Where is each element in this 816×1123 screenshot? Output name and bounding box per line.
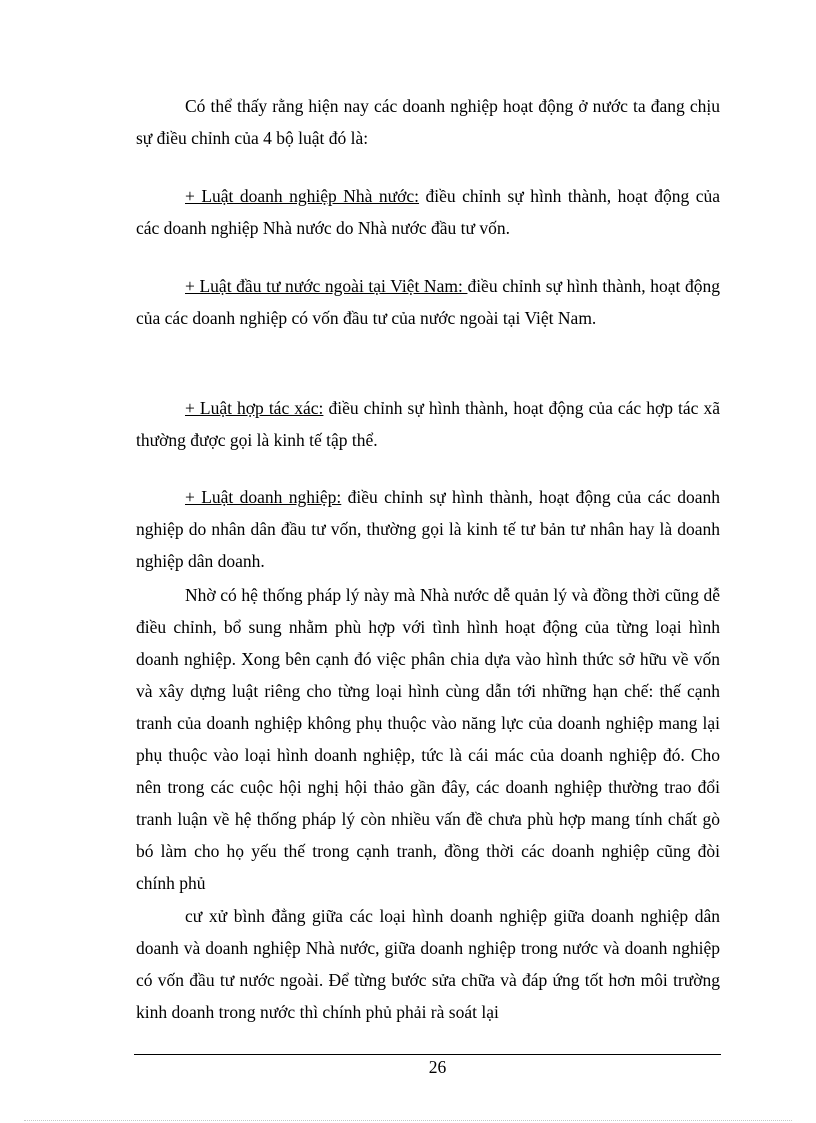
law-item-enterprise <box>136 481 720 577</box>
page-number: 26 <box>428 1057 447 1077</box>
law-title: + Luật đầu tư nước ngoài tại Việt Nam: <box>185 276 468 296</box>
page-edge-divider <box>24 1120 792 1121</box>
continued-paragraph: cư xử bình đẳng giữa các loại hình doanh nghiệp giữa doanh nghiệp dân doanh và doanh nghiệp Nhà nước, giữa doanh nghiệp trong nước và doanh nghiệp có vốn đầu tư nước ngoài. Để từng bước sửa chữa và đáp ứng tốt hơn môi trường kinh doanh trong nước thì chính phủ phải rà soát lại <box>136 906 720 1022</box>
law-title: + Luật hợp tác xác: <box>185 398 324 418</box>
law-item-foreign-investment <box>136 270 720 334</box>
law-description: điều chỉnh sự hình thành, hoạt động của các doanh nghiệp có vốn đầu tư của nước ngoài tại Việt Nam. <box>136 276 720 328</box>
law-item-state-enterprise <box>136 180 720 244</box>
main-paragraph: Nhờ có hệ thống pháp lý này mà Nhà nước dễ quản lý và đồng thời cũng dễ điều chỉnh, bổ sung nhằm phù hợp với tình hình hoạt động của từng loại hình doanh nghiệp. Xong bên cạnh đó việc phân chia dựa vào hình thức sở hữu về vốn và xây dựng luật riêng cho từng loại hình cùng dẫn tới những hạn chế: thế cạnh tranh của doanh nghiệp không phụ thuộc vào năng lực của doanh nghiệp mang lại phụ thuộc vào loại hình doanh nghiệp, tức là cái mác của doanh nghiệp đó. Cho nên trong các cuộc hội nghị hội thảo gần đây, các doanh nghiệp thường trao đổi tranh luận về hệ thống pháp lý còn nhiều vấn đề chưa phù hợp mang tính chất gò bó làm cho họ yếu thế trong cạnh tranh, đồng thời các doanh nghiệp cũng đòi chính phủ <box>136 585 720 893</box>
law-item-cooperative <box>136 392 720 456</box>
intro-paragraph: Có thể thấy rằng hiện nay các doanh nghiệp hoạt động ở nước ta đang chịu sự điều chỉnh của 4 bộ luật đó là: <box>136 96 720 148</box>
law-description: điều chỉnh sự hình thành, hoạt động của các doanh nghiệp do nhân dân đầu tư vốn, thường gọi là kinh tế tư bản tư nhân hay là doanh nghiệp dân doanh. <box>136 487 721 571</box>
law-description: điều chỉnh sự hình thành, hoạt động của các hợp tác xã thường được gọi là kinh tế tập thể. <box>136 398 720 450</box>
law-title: + Luật doanh nghiệp: <box>185 487 342 507</box>
law-title: + Luật doanh nghiệp Nhà nước: <box>185 186 420 206</box>
footer-divider <box>134 1054 721 1055</box>
law-description: điều chỉnh sự hình thành, hoạt động của các doanh nghiệp Nhà nước do Nhà nước đầu tư vốn. <box>136 186 720 238</box>
